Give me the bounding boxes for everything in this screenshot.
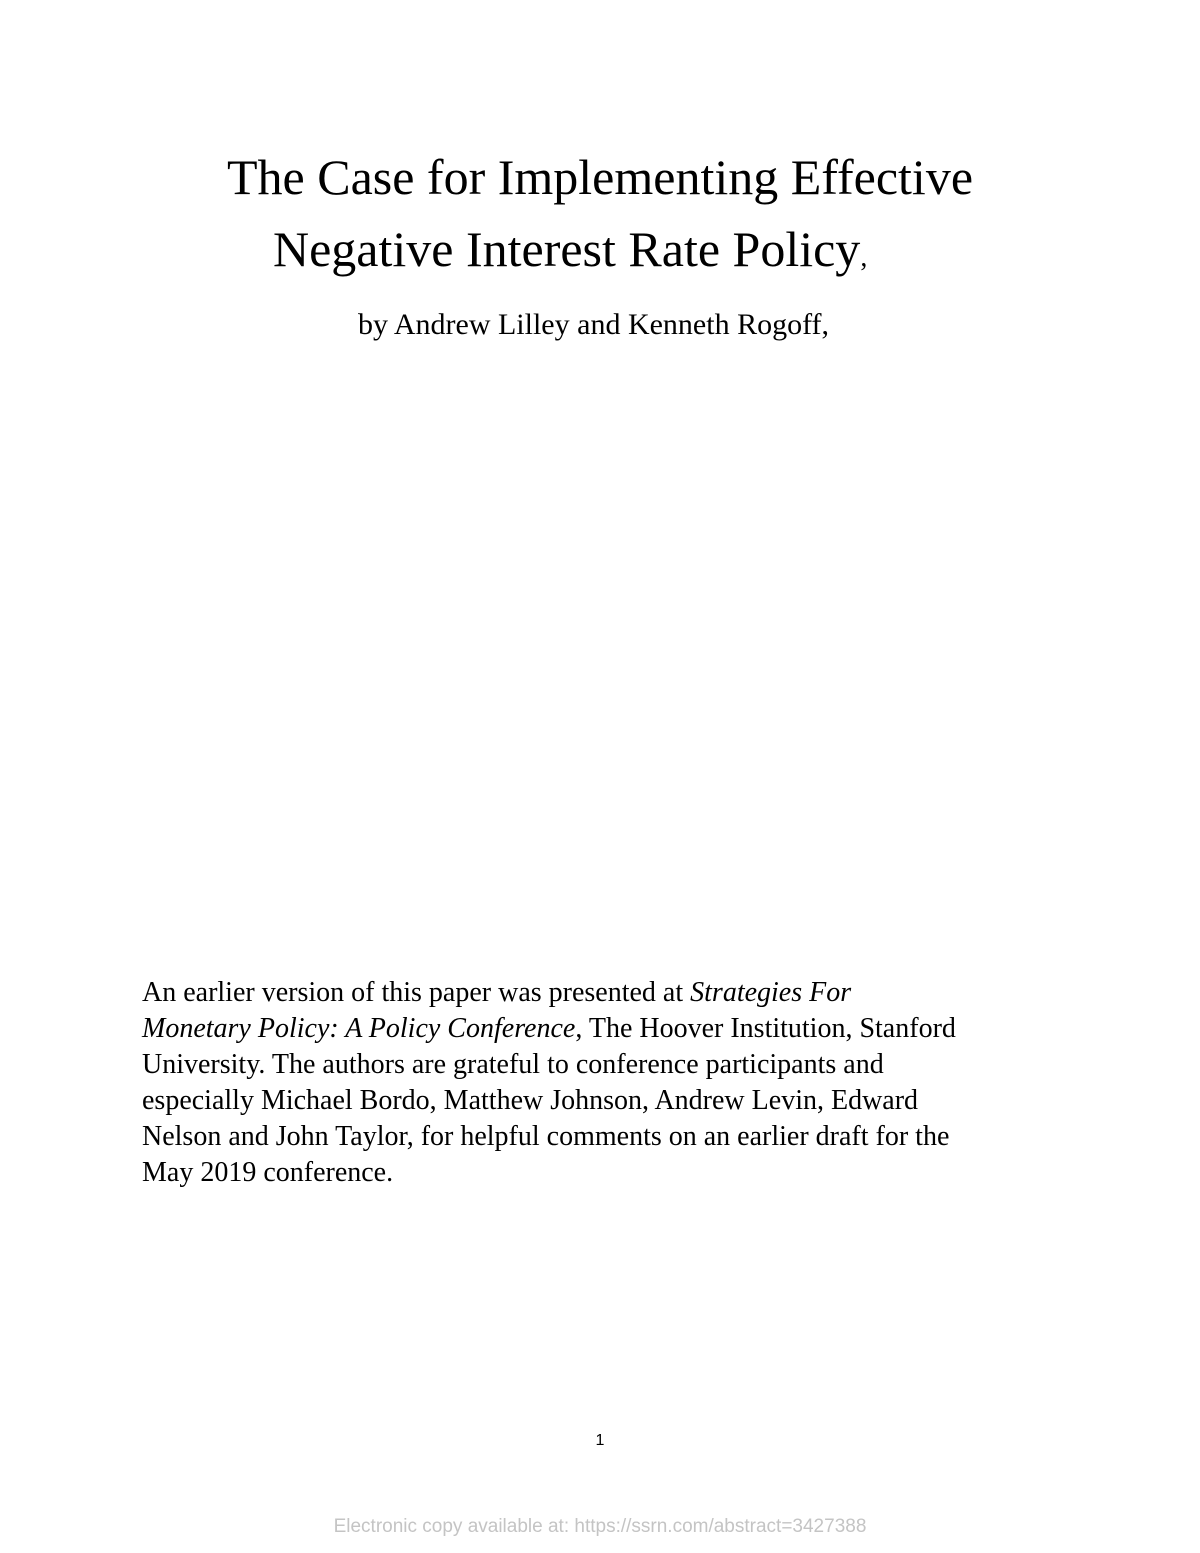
page-number: 1 [595, 1432, 605, 1449]
acknowledgement-note [142, 975, 1072, 1191]
note-line-1 [142, 975, 1072, 1011]
note-conference-name-part-2: Monetary Policy: A Policy Conference [142, 1013, 576, 1044]
note-line-5: Nelson and John Taylor, for helpful comments on an earlier draft for the [142, 1121, 950, 1152]
note-conference-name-part-1: Strategies For [690, 977, 852, 1008]
paper-title-line-1: The Case for Implementing Effective [227, 149, 974, 205]
note-line-2 [142, 1011, 1072, 1047]
paper-title-line-2 [273, 221, 868, 277]
paper-authors: by Andrew Lilley and Kenneth Rogoff, [358, 308, 830, 341]
note-line-3: University. The authors are grateful to conference participants and [142, 1049, 884, 1080]
ssrn-footer-watermark: Electronic copy available at: https://ssrn.com/abstract=3427388 [333, 1516, 867, 1537]
paper-title-trailing-comma: , [860, 242, 868, 273]
note-line-1-text: An earlier version of this paper was presented at [142, 977, 691, 1008]
paper-title-line-2-text: Negative Interest Rate Policy [273, 221, 861, 277]
note-line-2-text: , The Hoover Institution, Stanford [575, 1013, 956, 1044]
note-line-6: May 2019 conference. [142, 1157, 394, 1188]
note-line-4: especially Michael Bordo, Matthew Johnson, Andrew Levin, Edward [142, 1085, 919, 1116]
